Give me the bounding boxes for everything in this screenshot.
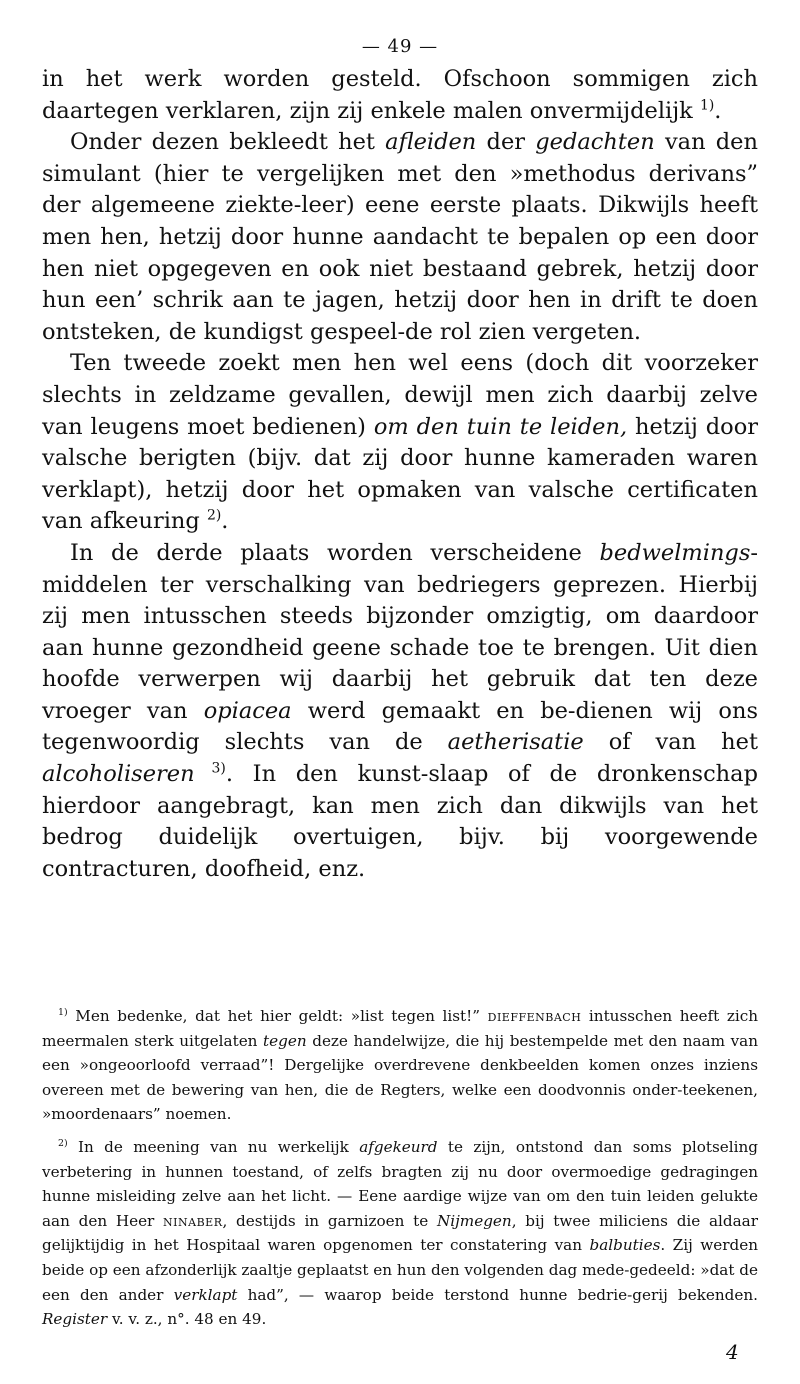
paragraph-2: Onder dezen bekleedt het afleiden der gedachten van den simulant (hier te vergelijken met den »methodus derivans” der algemeene ziekte-leer) eene eerste plaats. Dikwijls heeft men hen, hetzij door hunne aandacht te bepalen op een door hen niet opgegeven en ook niet bestaand gebrek, hetzij door hun een’ schrik aan te jagen, hetzij door hen in drift te doen ontsteken, de kundigst gespeel-de rol zien vergeten. bbox=[42, 129, 758, 345]
footnote-ref-3[interactable]: 3) bbox=[194, 760, 226, 777]
footnote-1: $^{1)}$ Men bedenke, dat het hier geldt: »list tegen list!” dieffenbach intusschen heeft zich meermalen sterk uitgelaten tegen deze handelwijze, die hij bestempelde met den naam van een »ongeoorloofd verraad”! Dergelijke overdrevene denkbeelden komen onzes inziens overeen met de bewering van hen, die de Regters, welke een doodvonnis onder-teekenen, »moordenaars” noemen. bbox=[42, 1006, 758, 1124]
paragraph-1: in het werk worden gesteld. Ofschoon sommigen zich daartegen verklaren, zijn zij enkele malen onvermijdelijk $^{1)}$. bbox=[42, 66, 758, 124]
paragraph-4: In de derde plaats worden verscheidene bedwelmings-middelen ter verschalking van bedriegers geprezen. Hierbij zij men intusschen steeds bijzonder omzigtig, om daardoor aan hunne gezondheid geene schade toe te brengen. Uit dien hoofde verwerpen wij daarbij het gebruik dat ten deze vroeger van opiacea werd gemaakt en be-dienen wij ons tegenwoordig slechts van de aetherisatie of van het alcoholiseren $^{3)}$. In den kunst-slaap of de dronkenschap hierdoor aangebragt, kan men zich dan dikwijls van het bedrog duidelijk overtuigen, bijv. bij voorgewende contracturen, doofheid, enz. bbox=[42, 539, 758, 882]
page-number: — 49 — bbox=[361, 36, 439, 57]
footnotes bbox=[42, 1004, 758, 1340]
signature-mark: 4 bbox=[726, 1340, 739, 1364]
paragraph-3: Ten tweede zoekt men hen wel eens (doch dit voorzeker slechts in zeldzame gevallen, dewijl men zich daarbij zelve van leugens moet bedienen) om den tuin te leiden, hetzij door valsche berigten (bijv. dat zij door hunne kameraden waren verklapt), hetzij door het opmaken van valsche certificaten van afkeuring $^{2)}$. bbox=[42, 350, 758, 535]
footnote-ref-2[interactable]: 2) bbox=[206, 507, 222, 524]
footnote-ref-1[interactable]: 1) bbox=[699, 97, 715, 114]
main-text bbox=[42, 64, 758, 885]
footnote-2: $^{2)}$ In de meening van nu werkelijk afgekeurd te zijn, ontstond dan soms plotseling verbetering in hunnen toestand, of zelfs bragten zij nu door overmoedige gedragingen hunne misleiding zelve aan het licht. — Eene aardige wijze van om den tuin leiden gelukte aan den Heer ninaber, destijds in garnizoen te Nijmegen, bij twee miliciens die aldaar gelijktijdig in het Hospitaal waren opgenomen ter constatering van balbuties. Zij werden beide op een afzonderlijk zaaltje geplaatst en hun den volgenden dag mede-gedeeld: »dat de een den ander verklapt had”, — waarop beide terstond hunne bedrie-gerij bekenden. Register v. v. z., n°. 48 en 49. bbox=[42, 1137, 758, 1329]
